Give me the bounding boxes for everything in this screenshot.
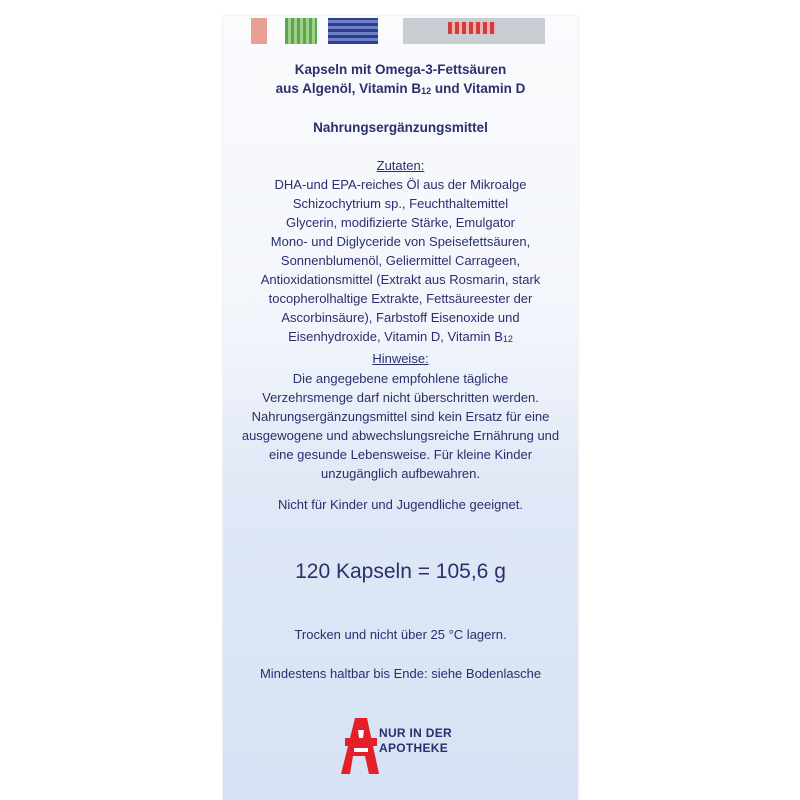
flap-color-block: [251, 18, 267, 44]
ingredients-line: Mono- und Diglyceride von Speisefettsäuren,: [270, 234, 531, 249]
logo-line-2: APOTHEKE: [379, 741, 449, 755]
ingredients-line-last: [223, 327, 578, 349]
product-category: Nahrungsergänzungsmittel: [313, 120, 488, 135]
best-before-note: Mindestens haltbar bis Ende: siehe Bodenlasche: [259, 666, 542, 681]
ingredients-line: Schizochytrium sp., Feuchthaltemittel: [292, 196, 509, 211]
ingredients-line: tocopherolhaltige Extrakte, Fettsäureester der: [268, 291, 533, 306]
storage-note: Trocken und nicht über 25 °C lagern.: [294, 627, 507, 642]
flap-color-block: [328, 18, 378, 44]
notes-line: eine gesunde Lebensweise. Für kleine Kinder: [268, 447, 533, 462]
notes-line: ausgewogene und abwechslungsreiche Ernährung und: [241, 428, 560, 443]
notes-line: Verzehrsmenge darf nicht überschritten werden.: [262, 390, 539, 405]
ingredients-line: Ascorbinsäure), Farbstoff Eisenoxide und: [281, 310, 520, 325]
product-box-side: [223, 16, 578, 800]
logo-line-1: NUR IN DER: [379, 726, 453, 740]
product-title: [223, 60, 578, 101]
ingredients-line: DHA-und EPA-reiches Öl aus der Mikroalge: [274, 177, 527, 192]
flap-color-block: [285, 18, 317, 44]
ingredients-last-sub: 12: [502, 334, 513, 344]
age-warning: Nicht für Kinder und Jugendliche geeignet.: [278, 497, 523, 512]
ingredients-line: Antioxidationsmittel (Extrakt aus Rosmarin, stark: [260, 272, 541, 287]
notes-heading: Hinweise:: [372, 351, 429, 366]
notes-line: Nahrungsergänzungsmittel sind kein Ersatz für eine: [251, 409, 550, 424]
ingredients-heading: Zutaten:: [376, 158, 425, 173]
top-flap-strip: [223, 16, 578, 52]
notes-line: Die angegebene empfohlene tägliche: [292, 371, 509, 386]
notes-line: unzugänglich aufbewahren.: [320, 466, 480, 481]
apotheke-a-icon: [341, 716, 381, 776]
flap-color-block: [448, 22, 496, 34]
title-line-1: Kapseln mit Omega-3-Fettsäuren: [294, 62, 507, 77]
ingredients-last-text: Eisenhydroxide, Vitamin D, Vitamin B: [288, 329, 503, 344]
ingredients-list: [223, 175, 578, 349]
ingredients-line: Glycerin, modifizierte Stärke, Emulgator: [285, 215, 516, 230]
title-line-2-sub: 12: [421, 86, 432, 96]
title-line-2: [223, 79, 578, 101]
pharmacy-only-logo: [341, 716, 481, 776]
title-line-2-text: aus Algenöl, Vitamin B: [275, 81, 422, 96]
ingredients-line: Sonnenblumenöl, Geliermittel Carrageen,: [280, 253, 521, 268]
title-line-2-tail: und Vitamin D: [431, 81, 526, 96]
notes-list: [223, 369, 578, 483]
logo-text: [379, 726, 452, 756]
quantity-label: 120 Kapseln = 105,6 g: [295, 560, 506, 583]
